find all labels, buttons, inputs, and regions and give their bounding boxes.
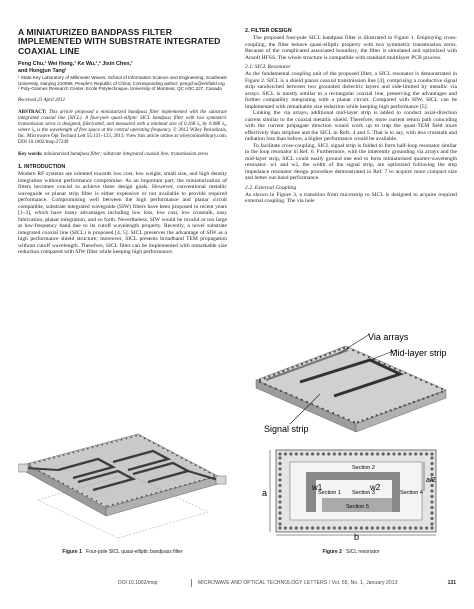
label-a: a (262, 488, 268, 498)
via-hole (333, 526, 336, 529)
via-hole (130, 436, 132, 438)
via-hole (300, 526, 303, 529)
via-hole (316, 405, 318, 407)
right-column (245, 28, 457, 205)
via-hole (430, 484, 433, 487)
via-hole (387, 526, 390, 529)
via-hole (39, 461, 41, 463)
author-line-2: and Hongjun Tang¹ (18, 67, 67, 74)
via-hole (278, 372, 280, 374)
via-hole (278, 452, 281, 455)
via-hole (315, 358, 317, 360)
via-hole (365, 452, 368, 455)
via-hole (106, 443, 108, 445)
via-hole (327, 410, 329, 412)
via-hole (62, 483, 64, 485)
via-hole (371, 452, 374, 455)
via-hole (107, 505, 109, 507)
via-hole (87, 448, 89, 450)
figure-1-caption (18, 549, 227, 555)
via-hole (135, 435, 137, 437)
figure-1-illustration (18, 430, 227, 542)
via-hole (430, 495, 433, 498)
via-hole (278, 506, 281, 509)
via-hole (413, 401, 415, 403)
via-hole (111, 441, 113, 443)
via-hole (316, 526, 319, 529)
via-hole (382, 452, 385, 455)
via-hole (398, 526, 401, 529)
via-hole (289, 526, 292, 529)
via-hole (348, 419, 350, 421)
via-hole (284, 452, 287, 455)
via-hole (392, 526, 395, 529)
via-hole (334, 350, 336, 352)
via-hole (121, 439, 123, 441)
via-hole (68, 453, 70, 455)
via-hole (343, 347, 345, 349)
label-b: b (354, 532, 360, 542)
figure-2-illustration (250, 332, 456, 542)
via-hole (131, 499, 133, 501)
via-hole (418, 399, 420, 401)
keywords (18, 152, 227, 158)
via-hole (179, 485, 181, 487)
via-hole (284, 526, 287, 529)
via-hole (278, 517, 281, 520)
via-hole (409, 526, 412, 529)
via-hole (278, 500, 281, 503)
label-signal-strip: Signal strip (264, 424, 309, 434)
via-hole (430, 522, 433, 525)
via-hole (162, 447, 164, 449)
left-column (18, 28, 227, 256)
via-hole (354, 526, 357, 529)
via-hole (320, 356, 322, 358)
via-hole (148, 440, 150, 442)
via-hole (414, 452, 417, 455)
via-hole (392, 452, 395, 455)
filter-design-text (245, 35, 457, 61)
via-hole (324, 354, 326, 356)
via-hole (91, 498, 93, 500)
via-hole (398, 452, 401, 455)
via-hole (105, 505, 107, 507)
via-hole (306, 361, 308, 363)
via-hole (349, 452, 352, 455)
via-hole (333, 452, 336, 455)
via-hole (430, 473, 433, 476)
received-date: Received 23 April 2012 (18, 97, 65, 103)
figure-1-caption-label: Figure 1 (62, 549, 82, 555)
abstract-body: This article proposed a miniaturized bandpass filter implemented with the substrate integrated coaxial line (SICL). A four-pole quasi-elliptic SICL bandpass filter with two symmetric transmission zeros is designed, fabricated, and measured with a minimal size of 0.168 λ₀ by 0.088 λ₀, where λ₀ is the wavelength of free space at the central operating frequency. (18, 109, 227, 134)
subsection-heading-external-coupling: 2.2. External Coupling (245, 184, 297, 191)
via-hole (136, 497, 138, 499)
via-hole (414, 526, 417, 529)
via-hole (311, 452, 314, 455)
via-hole (81, 493, 83, 495)
via-hole (352, 349, 354, 351)
via-hole (306, 452, 309, 455)
label-via-arrays: Via arrays (368, 332, 409, 342)
via-hole (425, 526, 428, 529)
via-hole (278, 495, 281, 498)
via-hole (430, 467, 433, 470)
via-hole (338, 349, 340, 351)
via-hole (259, 379, 261, 381)
via-hole (365, 526, 368, 529)
via-hole (48, 458, 50, 460)
via-hole (195, 464, 197, 466)
via-hole (327, 526, 330, 529)
via-hole (117, 502, 119, 504)
via-hole (204, 469, 206, 471)
via-hole (327, 452, 330, 455)
via-hole (430, 383, 432, 385)
via-hole (189, 483, 191, 485)
label-w1: w1 (312, 483, 323, 492)
via-hole (158, 445, 160, 447)
via-hole (289, 452, 292, 455)
external-coupling-text (245, 192, 457, 205)
via-hole (295, 452, 298, 455)
abstract-citation: © 2012 Wiley Periodicals, Inc. Microwave Opt Technol Lett 55:131–133, 2013; View this article online at wileyonlinelibrary.com. DOI 10.1002/mop.27249 (18, 128, 227, 146)
subsection-heading-sicl-resonator: 2.1. SICL Resonator (245, 64, 291, 70)
via-hole (357, 421, 359, 423)
via-hole (342, 416, 344, 418)
via-hole (430, 526, 433, 529)
via-hole (338, 452, 341, 455)
abstract-label: ABSTRACT: (18, 109, 47, 115)
via-hole (310, 359, 312, 361)
figure-1 (18, 430, 227, 542)
label-section-3: Section 3 (352, 490, 375, 496)
via-hole (29, 465, 31, 467)
section-heading-filter-design: 2. FILTER DESIGN (245, 28, 292, 34)
via-hole (430, 511, 433, 514)
via-hole (101, 444, 103, 446)
via-hole (264, 383, 266, 385)
via-hole (273, 374, 275, 376)
via-hole (362, 419, 364, 421)
introduction-text (18, 171, 227, 256)
via-hole (176, 455, 178, 457)
via-hole (415, 377, 417, 379)
via-hole (394, 408, 396, 410)
via-hole (141, 496, 143, 498)
via-hole (199, 480, 201, 482)
via-hole (278, 484, 281, 487)
sicl-resonator-paragraph-3: To facilitate cross-coupling, SICL signal strip is folded to form half-loop resonator similar to the loop resonator in Ref. 6. Furthermore, with the inherently grounding via arrays and the mid-layer strip, SICL could easily ground one end to form miniaturized quarter-wavelength resonator. w1 and w2, the width of the signal strip, are optimized following the step impedance resonator design procedure demonstrated in Ref. 7 to acquire more compact size and better out-band performance. (245, 142, 457, 181)
via-hole (306, 526, 309, 529)
via-hole (300, 452, 303, 455)
via-hole (112, 504, 114, 506)
via-hole (376, 526, 379, 529)
via-hole (344, 452, 347, 455)
external-coupling-paragraph: As shown in Figure 3, a transition from microstrip to SICL is designed to acquire required external coupling. The via hole (245, 191, 457, 204)
via-hole (383, 363, 385, 365)
via-hole (48, 475, 50, 477)
section-heading-introduction: 1. INTRODUCTION (18, 164, 66, 171)
via-hole (184, 484, 186, 486)
sicl-resonator-paragraph-1: As the fundamental coupling unit of the proposed filter, a SICL resonator is demonstrated in Figure 2. SICL is a shield planar coaxial transmission line [4], comprising a conductive signal strip sandwiched between two grounded dielectric layers and side-limited by metallic via arrays. SICL is mostly similar to a rectangular coaxial line, preserving the advantages and further compatibly integrating with a planar circuit. Compared with SIW, SICL can be implemented with remarkable size reduction while keeping high performance [5]. (245, 71, 457, 110)
via-hole (86, 495, 88, 497)
via-hole (175, 487, 177, 489)
abstract (18, 110, 227, 147)
via-hole (332, 412, 334, 414)
via-hole (278, 511, 281, 514)
via-hole (353, 421, 355, 423)
via-hole (441, 388, 443, 390)
label-a-half: a/2 (426, 477, 436, 484)
via-hole (146, 495, 148, 497)
via-hole (344, 526, 347, 529)
via-hole (360, 452, 363, 455)
via-hole (394, 367, 396, 369)
via-hole (190, 462, 192, 464)
via-hole (278, 467, 281, 470)
via-hole (122, 501, 124, 503)
via-hole (371, 416, 373, 418)
via-hole (322, 526, 325, 529)
keywords-text: miniaturized bandpass filter; substrate integrated coaxial line; transmission zeros (43, 152, 209, 158)
via-hole (77, 490, 79, 492)
via-hole (301, 363, 303, 365)
via-hole (436, 386, 438, 388)
affiliation-2: ² Poly-Grames Research Center, Ecole Polytechnique, University of Montreal, QC H3C 3J7, Canada (18, 86, 222, 92)
via-hole (410, 374, 412, 376)
via-hole (301, 399, 303, 401)
via-hole (357, 351, 359, 353)
via-hole (296, 365, 298, 367)
via-hole (194, 481, 196, 483)
figure-2 (250, 332, 456, 542)
via-hole (282, 370, 284, 372)
via-hole (213, 474, 215, 476)
via-hole (208, 472, 210, 474)
via-hole (420, 526, 423, 529)
via-hole (144, 438, 146, 440)
label-w2: w2 (370, 483, 381, 492)
via-hole (422, 398, 424, 400)
via-hole (322, 452, 325, 455)
via-hole (322, 408, 324, 410)
via-hole (153, 442, 155, 444)
via-hole (425, 381, 427, 383)
label-mid-layer-strip: Mid-layer strip (390, 348, 447, 358)
via-hole (278, 462, 281, 465)
via-hole (139, 435, 141, 437)
via-hole (278, 526, 281, 529)
via-hole (385, 411, 387, 413)
via-hole (44, 459, 46, 461)
via-hole (368, 356, 370, 358)
via-hole (337, 414, 339, 416)
via-hole (167, 450, 169, 452)
via-hole (96, 500, 98, 502)
via-hole (436, 393, 438, 395)
via-hole (316, 452, 319, 455)
via-hole (58, 455, 60, 457)
footer-journal: MICROWAVE AND OPTICAL TECHNOLOGY LETTERS / Vol. 55, No. 1, January 2013 (198, 580, 398, 586)
via-hole (116, 440, 118, 442)
via-hole (58, 480, 60, 482)
via-hole (306, 401, 308, 403)
via-hole (430, 462, 433, 465)
via-hole (285, 392, 287, 394)
via-hole (363, 354, 365, 356)
via-hole (430, 506, 433, 509)
via-hole (427, 396, 429, 398)
via-hole (82, 449, 84, 451)
via-hole (278, 489, 281, 492)
via-hole (430, 456, 433, 459)
via-hole (34, 462, 36, 464)
via-hole (287, 368, 289, 370)
via-hole (430, 489, 433, 492)
keywords-label: Key words: (18, 152, 43, 158)
via-hole (126, 500, 128, 502)
affiliations (18, 75, 227, 92)
via-hole (295, 396, 297, 398)
label-section-4: Section 4 (400, 490, 423, 496)
via-hole (338, 526, 341, 529)
via-hole (311, 526, 314, 529)
via-hole (366, 418, 368, 420)
sicl-resonator-paragraph-2: Linking the via arrays, additional mid-layer strip is added to conduct axial-direction current similar to the coaxial metallic shield. Therefore, more current return path coinciding with the current propagate direction would work up to trap the quasi-TEM field more effectively than stripline and the SICL in Refs. 4 and 5. That is to say, with less crosstalk and radiation loss than before, a higher performance would be available. (245, 110, 457, 142)
via-hole (311, 403, 313, 405)
label-section-5: Section 5 (346, 504, 369, 510)
via-hole (203, 479, 205, 481)
via-hole (295, 526, 298, 529)
via-hole (264, 377, 266, 379)
via-hole (269, 385, 271, 387)
via-hole (420, 452, 423, 455)
footer-separator (191, 579, 192, 587)
label-section-2: Section 2 (352, 465, 375, 471)
via-hole (390, 409, 392, 411)
via-hole (199, 467, 201, 469)
sicl-resonator-text (245, 71, 457, 182)
via-hole (278, 522, 281, 525)
via-hole (280, 390, 282, 392)
via-hole (171, 452, 173, 454)
figure-2-caption-label: Figure 2 (322, 549, 342, 555)
paper-title: A MINIATURIZED BANDPASS FILTER IMPLEMENTED WITH SUBSTRATE INTEGRATED COAXIAL LINE (18, 27, 221, 56)
via-hole (63, 454, 65, 456)
via-hole (376, 414, 378, 416)
via-hole (432, 394, 434, 396)
via-hole (77, 450, 79, 452)
via-hole (371, 526, 374, 529)
via-hole (125, 438, 127, 440)
author-line-1: Peng Chu,¹ Wei Hong,¹ Ke Wu,¹,² Jixin Chen,¹ (18, 61, 133, 68)
via-hole (399, 370, 401, 372)
via-hole (292, 366, 294, 368)
via-hole (425, 452, 428, 455)
via-hole (170, 488, 172, 490)
via-hole (165, 489, 167, 491)
via-hole (290, 394, 292, 396)
via-hole (409, 452, 412, 455)
via-hole (430, 517, 433, 520)
via-hole (268, 375, 270, 377)
via-hole (53, 478, 55, 480)
via-hole (430, 500, 433, 503)
via-hole (382, 526, 385, 529)
via-hole (403, 526, 406, 529)
via-hole (430, 452, 433, 455)
via-hole (43, 473, 45, 475)
via-hole (399, 406, 401, 408)
via-hole (150, 493, 152, 495)
via-hole (403, 452, 406, 455)
via-hole (160, 491, 162, 493)
figure-2-caption (245, 549, 457, 555)
via-hole (329, 352, 331, 354)
via-hole (278, 473, 281, 476)
affiliation-1: ¹ State Key Laboratory of Millimeter Waves, School of Information Science and Engineering, Southeast University, Nanjing 210096, People's Republic of China; Corresponding author: pengchu@emfield.org (18, 75, 227, 86)
via-hole (97, 445, 99, 447)
introduction-paragraph: Modern RF systems are oriented towards low cost, low weight, small size, and high density integration without performance compromise. As an important part, the miniaturization of filters becomes crucial to achieve these design goals. However, conventional metallic waveguide or planar strip filter is either expensive or not available to provide required performance. Compromising well between the high performance and planar circuit compatible, substrate integrated waveguide (SIW) filters have been proposed in recent years [1–3], which have many advantages including low loss, low cost, low crosstalk, easy fabrication, planar integration, and so forth. Nevertheless, SIW would be invalid or too large at low-frequency band due to its cutoff wavelength property. Recently, a novel substrate integrated coaxial line (SICL) is proposed [4, 5]. SICL preserves the advantage of SIW as a high performance shield structure; moreover, SICL presents broadband TEM propagation without cutoff wavelength. Therefore, SICL filter can be implemented with remarkable size reduction compared with SIW filter while keeping high performance. (18, 171, 227, 256)
via-hole (441, 391, 443, 393)
via-hole (53, 457, 55, 459)
via-hole (278, 456, 281, 459)
filter-design-paragraph: The proposed four-pole SICL bandpass filter is illustrated in Figure 1. Employing cross-coupling, the filter behave quasi-elliptic property with two symmetric transmission zeros. Because of the complicated associated boundary, the filter is simulated and optimized with Ansoft HFSS. The whole structure is compatible with standard multilayer PCB process. (245, 35, 457, 61)
via-hole (389, 365, 391, 367)
figure-2-caption-text: SICL resonator (346, 549, 380, 555)
via-hole (349, 526, 352, 529)
figure-1-caption-text: Four-pole SICL quasi-elliptic bandpass filter (86, 549, 183, 555)
via-hole (404, 404, 406, 406)
via-hole (275, 388, 277, 390)
via-hole (376, 452, 379, 455)
via-hole (185, 459, 187, 461)
via-hole (387, 452, 390, 455)
author-list (18, 61, 227, 74)
footer-doi: DOI 10.1002/mop (118, 580, 158, 586)
via-hole (72, 452, 74, 454)
via-hole (408, 403, 410, 405)
via-hole (259, 381, 261, 383)
via-hole (360, 526, 363, 529)
page-number: 131 (447, 580, 456, 586)
via-hole (72, 488, 74, 490)
via-hole (380, 413, 382, 415)
via-hole (420, 379, 422, 381)
via-hole (100, 503, 102, 505)
via-hole (155, 492, 157, 494)
via-hole (181, 457, 183, 459)
via-hole (92, 447, 94, 449)
via-hole (278, 478, 281, 481)
via-hole (39, 470, 41, 472)
via-hole (29, 463, 31, 465)
via-hole (404, 372, 406, 374)
via-hole (354, 452, 357, 455)
via-hole (67, 485, 69, 487)
label-section-1: Section 1 (318, 490, 341, 496)
